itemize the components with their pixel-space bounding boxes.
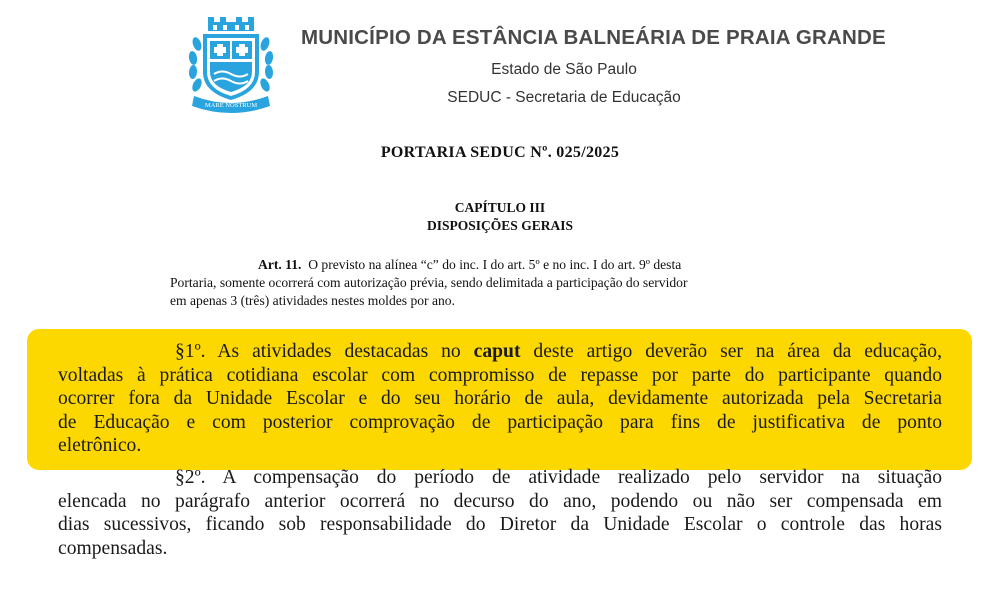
article-11-line-3: em apenas 3 (três) atividades nestes moldes por ano. bbox=[170, 293, 456, 308]
article-11 bbox=[170, 256, 831, 310]
paragraph-1-line-2: voltadas à prática cotidiana escolar com compromisso de repasse por parte do participante quando bbox=[58, 364, 942, 386]
paragraph-1 bbox=[58, 340, 942, 458]
paragraph-1-text-b: deste artigo deverão ser na área da educação, bbox=[533, 341, 942, 362]
municipality-title: MUNICÍPIO DA ESTÂNCIA BALNEÁRIA DE PRAIA GRANDE bbox=[301, 26, 886, 49]
article-label: Art. 11. bbox=[258, 257, 302, 272]
article-11-line-1 bbox=[170, 256, 831, 274]
paragraph-1-line-5: eletrônico. bbox=[58, 435, 142, 456]
paragraph-1-line-4: de Educação e com posterior comprovação de participação para fins de justificativa de ponto bbox=[58, 411, 942, 433]
logo-motto: MARE NOSTRUM bbox=[204, 102, 258, 109]
department-name: SEDUC - Secretaria de Educação bbox=[447, 89, 681, 106]
article-11-text-1: O previsto na alínea “c” do inc. I do art. 5º e no inc. I do art. 9º desta bbox=[308, 257, 682, 272]
paragraph-2-line-4: compensadas. bbox=[58, 537, 168, 559]
caput-term: caput bbox=[473, 341, 521, 362]
paragraph-1-line-1 bbox=[58, 340, 942, 364]
paragraph-2-line-1: §2º. A compensação do período de atividade realizado pelo servidor na situação bbox=[175, 467, 942, 488]
chapter-title: CAPÍTULO III bbox=[454, 200, 546, 215]
paragraph-2-line-3: dias sucessivos, ficando sob responsabilidade do Diretor da Unidade Escolar o controle das horas bbox=[58, 514, 942, 535]
municipal-crest-logo bbox=[186, 14, 276, 114]
portaria-number: PORTARIA SEDUC Nº. 025/2025 bbox=[380, 144, 620, 161]
paragraph-2 bbox=[58, 466, 942, 560]
paragraph-1-line-3: ocorrer fora da Unidade Escolar e do seu horário de aula, devidamente autorizada pela Secretaria bbox=[58, 388, 942, 409]
chapter-subtitle: DISPOSIÇÕES GERAIS bbox=[427, 218, 573, 233]
state-name: Estado de São Paulo bbox=[491, 61, 637, 78]
article-11-line-2: Portaria, somente ocorrerá com autorização prévia, sendo delimitada a participação do servidor bbox=[170, 275, 688, 290]
paragraph-1-text-a: §1º. As atividades destacadas no bbox=[175, 341, 461, 362]
paragraph-2-line-2: elencada no parágrafo anterior ocorrerá no decurso do ano, podendo ou não ser compensada em bbox=[58, 490, 942, 512]
